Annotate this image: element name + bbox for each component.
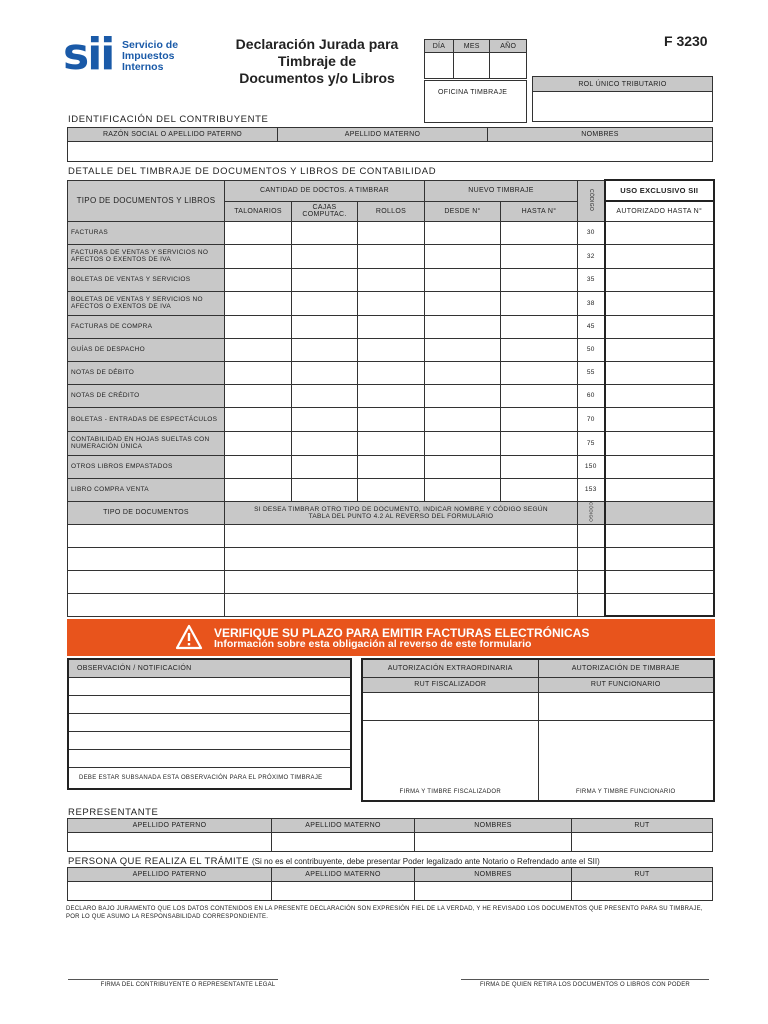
rep-col-paterno: APELLIDO PATERNO [68, 819, 272, 833]
warning-line2: Información sobre esta obligación al reverso de este formulario [214, 638, 532, 650]
otro-field[interactable] [68, 570, 225, 593]
logo-caption [122, 40, 178, 73]
otro-tipo-label: TIPO DE DOCUMENTOS [68, 501, 225, 524]
col-uso-exclusivo: USO EXCLUSIVO SII [605, 180, 715, 201]
detalle-cell[interactable] [358, 268, 425, 291]
detalle-uso-cell [605, 291, 715, 315]
declaration-line: POR LO QUE ASUMO LA RESPONSABILIDAD CORRESPONDIENTE. [66, 914, 269, 920]
aut-extra-label: AUTORIZACIÓN EXTRAORDINARIA [362, 659, 538, 677]
rep-nombres-field[interactable] [415, 833, 572, 852]
detalle-table [67, 179, 715, 617]
otro-code-field[interactable] [578, 547, 605, 570]
observacion-line[interactable] [68, 713, 351, 731]
detalle-row [68, 268, 715, 291]
sub-hasta: HASTA N° [501, 201, 578, 221]
detalle-cell[interactable] [358, 315, 425, 338]
detalle-row [68, 361, 715, 384]
detalle-cell[interactable] [358, 244, 425, 268]
sub-desde: DESDE N° [425, 201, 501, 221]
rut-fisc-label: RUT FISCALIZADOR [362, 677, 538, 692]
id-col-razon: RAZÓN SOCIAL O APELLIDO PATERNO [68, 128, 278, 142]
observacion-footer: DEBE ESTAR SUBSANADA ESTA OBSERVACIÓN PARA EL PRÓXIMO TIMBRAJE [68, 767, 351, 789]
detalle-row-code: 150 [578, 455, 605, 478]
detalle-uso-cell [605, 384, 715, 407]
detalle-cell[interactable] [358, 455, 425, 478]
sub-autorizado: AUTORIZADO HASTA N° [605, 201, 715, 221]
detalle-cell[interactable] [501, 431, 578, 455]
oficina-field[interactable] [425, 81, 527, 123]
detalle-cell[interactable] [292, 361, 358, 384]
detalle-row-code: 35 [578, 268, 605, 291]
tram-nombres-field[interactable] [415, 882, 572, 901]
detalle-cell[interactable] [225, 431, 292, 455]
date-day-field[interactable] [425, 53, 454, 79]
detalle-uso-cell [605, 407, 715, 431]
firma-fisc-box [362, 720, 538, 801]
detalle-cell[interactable] [292, 221, 358, 244]
detalle-cell[interactable] [501, 221, 578, 244]
detalle-cell[interactable] [425, 338, 501, 361]
date-day-label: DÍA [425, 40, 454, 53]
detalle-cell[interactable] [358, 361, 425, 384]
otro-uso-field [605, 593, 715, 616]
observacion-table [67, 658, 352, 790]
detalle-cell[interactable] [501, 407, 578, 431]
otro-tipo-note: SI DESEA TIMBRAR OTRO TIPO DE DOCUMENTO, INDICAR NOMBRE Y CÓDIGO SEGÚN TABLA DEL PUNTO 4.2 AL REVERSO DEL FORMULARIO [225, 501, 578, 524]
sub-cajas: CAJAS COMPUTAC. [292, 201, 358, 221]
otro-uso-cell [605, 501, 715, 524]
id-col-nombres: NOMBRES [488, 128, 713, 142]
col-cantidad: CANTIDAD DE DOCTOS. A TIMBRAR [225, 180, 425, 201]
detalle-cell[interactable] [225, 221, 292, 244]
detalle-row-label: BOLETAS DE VENTAS Y SERVICIOS NO AFECTOS O EXENTOS DE IVA [68, 291, 225, 315]
tramite-title: PERSONA QUE REALIZA EL TRÁMITE [68, 856, 249, 867]
detalle-cell[interactable] [425, 407, 501, 431]
autorizacion-table [361, 658, 715, 802]
detalle-cell[interactable] [225, 407, 292, 431]
col-nuevo: NUEVO TIMBRAJE [425, 180, 578, 201]
signature-right-label: FIRMA DE QUIEN RETIRA LOS DOCUMENTOS O LIBROS CON PODER [480, 982, 690, 988]
tram-col-paterno: APELLIDO PATERNO [68, 868, 272, 882]
warning-icon [175, 624, 203, 650]
detalle-title: DETALLE DEL TIMBRAJE DE DOCUMENTOS Y LIBROS DE CONTABILIDAD [68, 166, 437, 177]
detalle-cell[interactable] [501, 268, 578, 291]
tramite-note: (Si no es el contribuyente, debe presentar Poder legalizado ante Notario o Refrendado ante el SII) [251, 857, 600, 866]
detalle-cell[interactable] [425, 268, 501, 291]
warning-banner [67, 619, 715, 656]
detalle-uso-cell [605, 315, 715, 338]
detalle-cell[interactable] [292, 455, 358, 478]
detalle-cell[interactable] [358, 478, 425, 501]
detalle-cell[interactable] [425, 478, 501, 501]
detalle-row-code: 55 [578, 361, 605, 384]
detalle-row [68, 431, 715, 455]
id-col-materno: APELLIDO MATERNO [278, 128, 488, 142]
col-codigo: CÓDIGO [578, 180, 605, 221]
detalle-cell[interactable] [501, 361, 578, 384]
observacion-line[interactable] [68, 695, 351, 713]
date-table [424, 39, 527, 79]
detalle-row-label: FACTURAS DE COMPRA [68, 315, 225, 338]
detalle-cell[interactable] [225, 455, 292, 478]
tram-col-materno: APELLIDO MATERNO [272, 868, 415, 882]
detalle-cell[interactable] [225, 315, 292, 338]
detalle-uso-cell [605, 338, 715, 361]
otro-field[interactable] [225, 524, 578, 547]
detalle-row-code: 70 [578, 407, 605, 431]
detalle-row-label: FACTURAS DE VENTAS Y SERVICIOS NO AFECTOS O EXENTOS DE IVA [68, 244, 225, 268]
tramite-table [67, 867, 713, 901]
firma-func-box [538, 720, 714, 801]
form-title [222, 36, 412, 87]
representante-table [67, 818, 713, 852]
detalle-cell[interactable] [225, 478, 292, 501]
otro-field[interactable] [68, 524, 225, 547]
signature-left-label: FIRMA DEL CONTRIBUYENTE O REPRESENTANTE LEGAL [100, 982, 276, 988]
otro-code-field[interactable] [578, 570, 605, 593]
detalle-cell[interactable] [225, 384, 292, 407]
detalle-cell[interactable] [292, 268, 358, 291]
date-year-field[interactable] [490, 53, 527, 79]
title-line: Timbraje de [277, 53, 357, 69]
detalle-cell[interactable] [292, 478, 358, 501]
sub-talonarios: TALONARIOS [225, 201, 292, 221]
detalle-cell[interactable] [292, 338, 358, 361]
representante-title: REPRESENTANTE [68, 807, 159, 818]
identificacion-field[interactable] [68, 142, 713, 162]
rut-func-label: RUT FUNCIONARIO [538, 677, 714, 692]
otro-field[interactable] [225, 570, 578, 593]
otro-field[interactable] [68, 593, 225, 616]
detalle-cell[interactable] [425, 455, 501, 478]
tramite-title-row [68, 856, 600, 867]
detalle-cell[interactable] [358, 431, 425, 455]
rut-label: ROL ÚNICO TRIBUTARIO [533, 77, 713, 92]
detalle-row [68, 478, 715, 501]
otro-field[interactable] [68, 547, 225, 570]
detalle-cell[interactable] [292, 384, 358, 407]
declaration-text [66, 905, 716, 921]
rep-rut-field[interactable] [572, 833, 713, 852]
detalle-cell[interactable] [425, 431, 501, 455]
detalle-cell[interactable] [501, 455, 578, 478]
otro-field[interactable] [225, 593, 578, 616]
detalle-cell[interactable] [358, 291, 425, 315]
detalle-cell[interactable] [425, 221, 501, 244]
rep-materno-field[interactable] [272, 833, 415, 852]
observacion-line[interactable] [68, 731, 351, 749]
detalle-row [68, 291, 715, 315]
observacion-line[interactable] [68, 749, 351, 767]
otro-code-field[interactable] [578, 593, 605, 616]
tram-col-nombres: NOMBRES [415, 868, 572, 882]
detalle-row-label: GUÍAS DE DESPACHO [68, 338, 225, 361]
detalle-row-code: 60 [578, 384, 605, 407]
logo-line: Internos [122, 61, 164, 73]
detalle-uso-cell [605, 361, 715, 384]
otro-codigo-label: CÓDIGO [578, 501, 605, 524]
detalle-cell[interactable] [501, 291, 578, 315]
detalle-cell[interactable] [225, 361, 292, 384]
detalle-cell[interactable] [358, 384, 425, 407]
detalle-row-label: OTROS LIBROS EMPASTADOS [68, 455, 225, 478]
aut-timbraje-label: AUTORIZACIÓN DE TIMBRAJE [538, 659, 714, 677]
detalle-row-code: 30 [578, 221, 605, 244]
detalle-row-label: FACTURAS [68, 221, 225, 244]
form-code: F 3230 [664, 33, 708, 49]
tram-materno-field[interactable] [272, 882, 415, 901]
date-year-label: AÑO [490, 40, 527, 53]
observacion-title: OBSERVACIÓN / NOTIFICACIÓN [68, 659, 351, 677]
detalle-row-label: CONTABILIDAD EN HOJAS SUELTAS CON NUMERACIÓN ÚNICA [68, 431, 225, 455]
detalle-cell[interactable] [501, 384, 578, 407]
otro-uso-field [605, 547, 715, 570]
detalle-row-code: 45 [578, 315, 605, 338]
detalle-row-label: BOLETAS DE VENTAS Y SERVICIOS [68, 268, 225, 291]
rut-field[interactable] [533, 92, 713, 122]
declaration-line: DECLARO BAJO JURAMENTO QUE LOS DATOS CONTENIDOS EN LA PRESENTE DECLARACIÓN SON EXPRESIÓN FIEL DE LA VERDAD, Y HE REVISADO LOS DOCUMENTOS QUE PRESENTO PARA SU TIMBRAJE, [66, 906, 703, 912]
detalle-cell[interactable] [225, 291, 292, 315]
detalle-cell[interactable] [425, 361, 501, 384]
rep-col-materno: APELLIDO MATERNO [272, 819, 415, 833]
detalle-cell[interactable] [358, 221, 425, 244]
detalle-row [68, 384, 715, 407]
detalle-uso-cell [605, 478, 715, 501]
sii-logo-icon: sii [63, 29, 114, 80]
col-tipo: TIPO DE DOCUMENTOS Y LIBROS [68, 180, 225, 221]
observacion-line[interactable] [68, 677, 351, 695]
tram-col-rut: RUT [572, 868, 713, 882]
detalle-row [68, 244, 715, 268]
detalle-row-code: 38 [578, 291, 605, 315]
detalle-cell[interactable] [225, 338, 292, 361]
rep-col-rut: RUT [572, 819, 713, 833]
detalle-cell[interactable] [425, 384, 501, 407]
date-month-field[interactable] [454, 53, 490, 79]
oficina-label: OFICINA TIMBRAJE [438, 89, 508, 96]
detalle-cell[interactable] [292, 431, 358, 455]
rut-fisc-field[interactable] [362, 692, 538, 720]
detalle-cell[interactable] [292, 291, 358, 315]
warning-line1: VERIFIQUE SU PLAZO PARA EMITIR FACTURAS ELECTRÓNICAS [214, 626, 590, 640]
detalle-cell[interactable] [425, 291, 501, 315]
detalle-cell[interactable] [292, 244, 358, 268]
logo-line: Impuestos [122, 50, 175, 62]
title-line: Documentos y/o Libros [239, 70, 395, 86]
tram-paterno-field[interactable] [68, 882, 272, 901]
title-line: Declaración Jurada para [235, 36, 399, 52]
detalle-row-code: 153 [578, 478, 605, 501]
detalle-uso-cell [605, 244, 715, 268]
detalle-cell[interactable] [225, 268, 292, 291]
detalle-cell[interactable] [501, 478, 578, 501]
detalle-cell[interactable] [501, 244, 578, 268]
detalle-cell[interactable] [501, 315, 578, 338]
detalle-cell[interactable] [501, 338, 578, 361]
rut-table [532, 76, 713, 122]
detalle-uso-cell [605, 431, 715, 455]
detalle-uso-cell [605, 455, 715, 478]
oficina-table [424, 80, 527, 123]
detalle-cell[interactable] [292, 315, 358, 338]
otro-field[interactable] [225, 547, 578, 570]
rep-paterno-field[interactable] [68, 833, 272, 852]
identificacion-table [67, 127, 713, 162]
logo-line: Servicio de [122, 39, 179, 51]
detalle-uso-cell [605, 268, 715, 291]
detalle-row [68, 455, 715, 478]
rep-col-nombres: NOMBRES [415, 819, 572, 833]
detalle-row-label: NOTAS DE CRÉDITO [68, 384, 225, 407]
detalle-cell[interactable] [425, 244, 501, 268]
detalle-row-code: 50 [578, 338, 605, 361]
tram-rut-field[interactable] [572, 882, 713, 901]
detalle-row [68, 315, 715, 338]
otro-code-field[interactable] [578, 524, 605, 547]
detalle-row [68, 221, 715, 244]
detalle-row [68, 407, 715, 431]
firma-func-label: FIRMA Y TIMBRE FUNCIONARIO [576, 789, 676, 795]
detalle-row-label: NOTAS DE DÉBITO [68, 361, 225, 384]
firma-fisc-label: FIRMA Y TIMBRE FISCALIZADOR [399, 789, 501, 795]
otro-uso-field [605, 524, 715, 547]
detalle-uso-cell [605, 221, 715, 244]
identificacion-title: IDENTIFICACIÓN DEL CONTRIBUYENTE [68, 114, 269, 125]
detalle-cell[interactable] [292, 407, 358, 431]
detalle-cell[interactable] [358, 407, 425, 431]
rut-func-field[interactable] [538, 692, 714, 720]
detalle-cell[interactable] [358, 338, 425, 361]
detalle-row-label: LIBRO COMPRA VENTA [68, 478, 225, 501]
signature-line-right [461, 979, 709, 980]
detalle-cell[interactable] [225, 244, 292, 268]
sub-rollos: ROLLOS [358, 201, 425, 221]
otro-uso-field [605, 570, 715, 593]
detalle-row-code: 75 [578, 431, 605, 455]
date-month-label: MES [454, 40, 490, 53]
detalle-cell[interactable] [425, 315, 501, 338]
detalle-row-code: 32 [578, 244, 605, 268]
detalle-row [68, 338, 715, 361]
signature-line-left [68, 979, 278, 980]
detalle-row-label: BOLETAS - ENTRADAS DE ESPECTÁCULOS [68, 407, 225, 431]
